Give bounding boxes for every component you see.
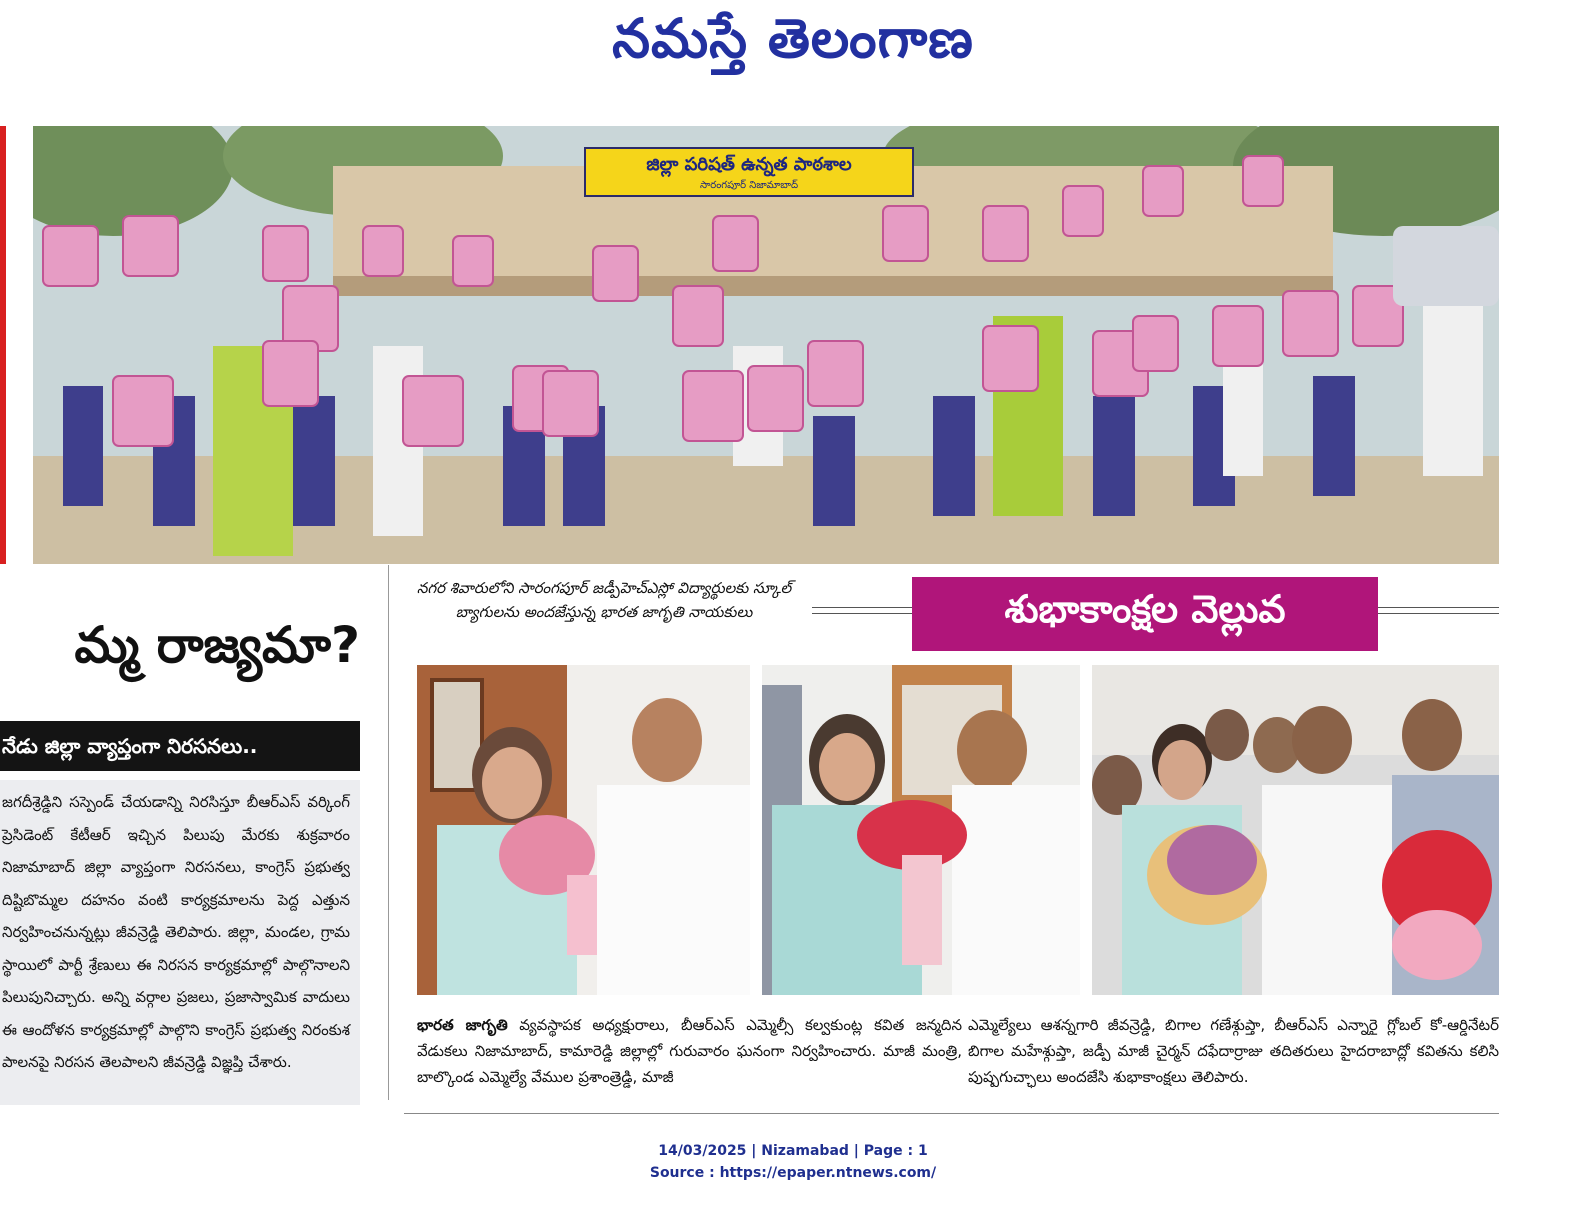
story-lead: భారత జాగృతి — [417, 1016, 508, 1034]
left-red-accent-bar — [0, 126, 6, 564]
left-story-headline: మ్మ రాజ్యమా? — [74, 616, 360, 674]
left-story-subhead: నేడు జిల్లా వ్యాప్తంగా నిరసనలు.. — [0, 721, 360, 771]
column-divider — [388, 565, 389, 1100]
greeting-photo-2 — [762, 665, 1080, 995]
page-footer — [0, 1140, 1586, 1184]
footer-source: Source : https://epaper.ntnews.com/ — [649, 1165, 937, 1181]
left-story-box — [0, 780, 360, 1105]
main-photo-students-with-bags — [33, 126, 1499, 564]
heading-rule — [1378, 607, 1499, 608]
heading-rule — [1378, 613, 1499, 614]
story-column-2: ఎమ్మెల్యేలు ఆశన్నగారి జీవన్రెడ్డి, బిగాల గణేశ్గుప్తా, బీఆర్ఎస్ ఎన్నారై గ్లోబల్ కో-ఆర్డినేటర్ బిగాల మహేశ్గుప్తా, జడ్పీ మాజీ చైర్మన్ దఫేదార్రాజు తదితరులు హైదరాబాద్లో కవితను కలిసి పుష్పగుచ్ఛాలు అందజేసి శుభాకాంక్షలు తెలిపారు. — [968, 1016, 1499, 1086]
heading-rule — [812, 613, 912, 614]
masthead — [0, 0, 1586, 90]
bottom-rule — [404, 1113, 1499, 1114]
left-story-body: జగదీశ్రెడ్డిని సస్పెండ్ చేయడాన్ని నిరసిస్తూ బీఆర్ఎస్ వర్కింగ్ ప్రెసిడెంట్ కేటీఆర్ ఇచ్చిన పిలుపు మేరకు శుక్రవారం నిజామాబాద్ జిల్లా వ్యాప్తంగా నిరసనలు, కాంగ్రెస్ ప్రభుత్వ దిష్టిబొమ్మల దహనం వంటి కార్యక్రమాలను పెద్ద ఎత్తున నిర్వహించనున్నట్లు జీవన్రెడ్డి తెలిపారు. జిల్లా, మండల, గ్రామ స్థాయిలో పార్టీ శ్రేణులు ఈ నిరసన కార్యక్రమాల్లో పాల్గొనాలని పిలుపునిచ్చారు. అన్ని వర్గాల ప్రజలు, ప్రజాస్వామిక వాదులు ఈ ఆందోళన కార్యక్రమాల్లో పాల్గొని కాంగ్రెస్ ప్రభుత్వ నిరంకుశ పాలనపై నిరసన తెలపాలని జీవన్రెడ్డి విజ్ఞప్తి చేశారు. — [2, 793, 350, 1071]
school-sign-text: జిల్లా పరిషత్ ఉన్నత పాఠశాల — [646, 154, 852, 175]
newspaper-title: నమస్తే తెలంగాణ — [612, 6, 974, 70]
greeting-photo-1 — [417, 665, 750, 995]
heading-rule — [812, 607, 912, 608]
greeting-photo-3 — [1092, 665, 1499, 995]
section-heading: శుభాకాంక్షల వెల్లువ — [912, 577, 1378, 651]
story-column-1-text: వ్యవస్థాపక అధ్యక్షురాలు, బీఆర్ఎస్ ఎమ్మెల్సీ కల్వకుంట్ల కవిత జన్మదిన వేడుకలు నిజామాబాద్, కామారెడ్డి జిల్లాల్లో గురువారం ఘనంగా నిర్వహించారు. మాజీ మంత్రి, బాల్కొండ ఎమ్మెల్యే వేముల ప్రశాంత్రెడ్డి, మాజీ — [417, 1016, 962, 1086]
footer-date-edition: 14/03/2025 | Nizamabad | Page : 1 — [658, 1143, 928, 1159]
story-column-1 — [417, 1012, 962, 1090]
school-sign-subtext: సారంగపూర్ నిజామాబాద్ — [699, 180, 799, 191]
main-photo-caption: నగర శివారులోని సారంగపూర్ జడ్పీహెచ్ఎస్లో విద్యార్థులకు స్కూల్ బ్యాగులను అందజేస్తున్న భారత జాగృతి నాయకులు — [416, 579, 792, 621]
